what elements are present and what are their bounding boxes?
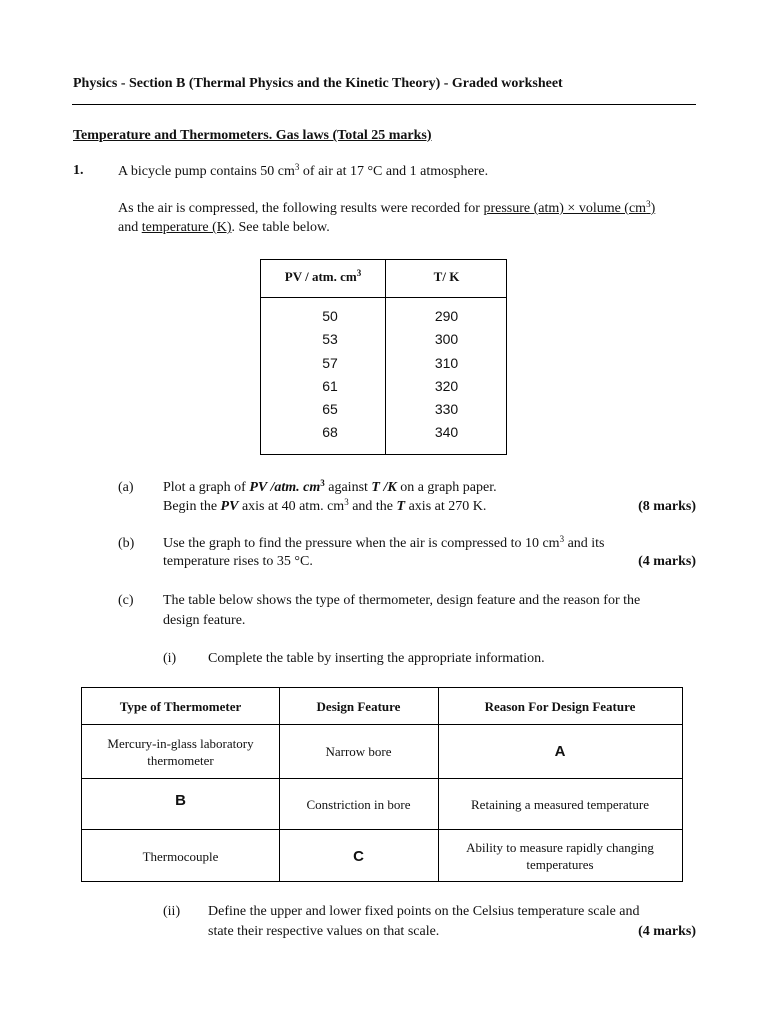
table-cell-answer-b: B: [175, 791, 186, 809]
question-intro: A bicycle pump contains 50 $cm^3$ of air at 17 °C and 1 atmosphere.: [118, 162, 489, 179]
part-b-line2: temperature rises to 35 °C.: [163, 554, 313, 569]
table-cell: Thermocouple: [142, 848, 219, 864]
part-a-line2: Begin the PV axis at 40 atm. $cm^3$ and the T axis at 270 K.: [163, 497, 487, 514]
table-cell: 61: [322, 378, 338, 394]
part-b-line1: Use the graph to find the pressure when the air is compressed to 10 $cm^3$ and its: [163, 534, 605, 551]
table-cell: Mercury-in-glass laboratory thermometer: [107, 735, 254, 768]
table-cell: Retaining a measured temperature: [471, 796, 649, 812]
table-cell: 290: [434, 308, 459, 324]
table-cell: 68: [322, 424, 338, 440]
part-c-line2: design feature.: [163, 613, 246, 628]
part-c-ii-line1: Define the upper and lower fixed points on the Celsius temperature scale and: [208, 904, 640, 919]
table-cell: 330: [434, 401, 459, 417]
table-cell: 50: [322, 308, 338, 324]
part-a-line1: Plot a graph of PV /atm. $cm^3$ against T /K on a graph paper.: [163, 478, 497, 495]
table-cell: 57: [322, 355, 338, 371]
table-header-t: T/ K: [433, 269, 460, 284]
table-cell-answer-c: C: [353, 847, 364, 865]
thermometer-table: [81, 687, 683, 882]
part-b-marks: (4 marks): [638, 554, 696, 569]
thermo-header-feature: Design Feature: [316, 698, 401, 714]
worksheet-title: Physics - Section B (Thermal Physics and the Kinetic Theory) - Graded worksheet: [73, 76, 563, 91]
part-c-ii-marks: (4 marks): [638, 924, 696, 939]
part-c-i-text: Complete the table by inserting the appropriate information.: [208, 651, 545, 666]
thermo-header-type: Type of Thermometer: [119, 698, 242, 714]
table-cell: Ability to measure rapidly changing temperatures: [466, 840, 654, 872]
part-c-line1: The table below shows the type of thermometer, design feature and the reason for the: [163, 593, 641, 608]
table-cell: 53: [322, 331, 338, 347]
table-cell: 310: [434, 355, 459, 371]
thermo-header-reason: Reason For Design Feature: [484, 698, 636, 714]
table-cell: Narrow bore: [325, 744, 392, 759]
question-number: 1.: [73, 163, 84, 178]
section-title: Temperature and Thermometers. Gas laws (Total 25 marks): [73, 128, 432, 143]
part-c-i-label: (i): [163, 651, 177, 666]
table-cell: 65: [322, 401, 338, 417]
part-a-label: (a): [118, 480, 134, 495]
part-c-ii-line2: state their respective values on that scale.: [208, 924, 440, 939]
part-b-label: (b): [118, 536, 135, 551]
table-cell: 340: [434, 424, 459, 440]
header-divider: [72, 104, 696, 105]
part-c-label: (c): [118, 593, 134, 608]
table-cell: 320: [434, 378, 459, 394]
table-cell: 300: [434, 331, 459, 347]
table-cell-answer-a: A: [554, 743, 566, 760]
table-header-pv: PV / atm. $cm^3$: [284, 268, 362, 284]
part-a-marks: (8 marks): [638, 499, 696, 514]
part-c-ii-label: (ii): [163, 904, 181, 919]
question-context: As the air is compressed, the following results were recorded for pressure (atm) × volume $(cm^3)$ and temperature (K). See table below.: [118, 199, 656, 235]
table-cell: Constriction in bore: [306, 796, 411, 812]
pv-temperature-table: [260, 259, 507, 455]
